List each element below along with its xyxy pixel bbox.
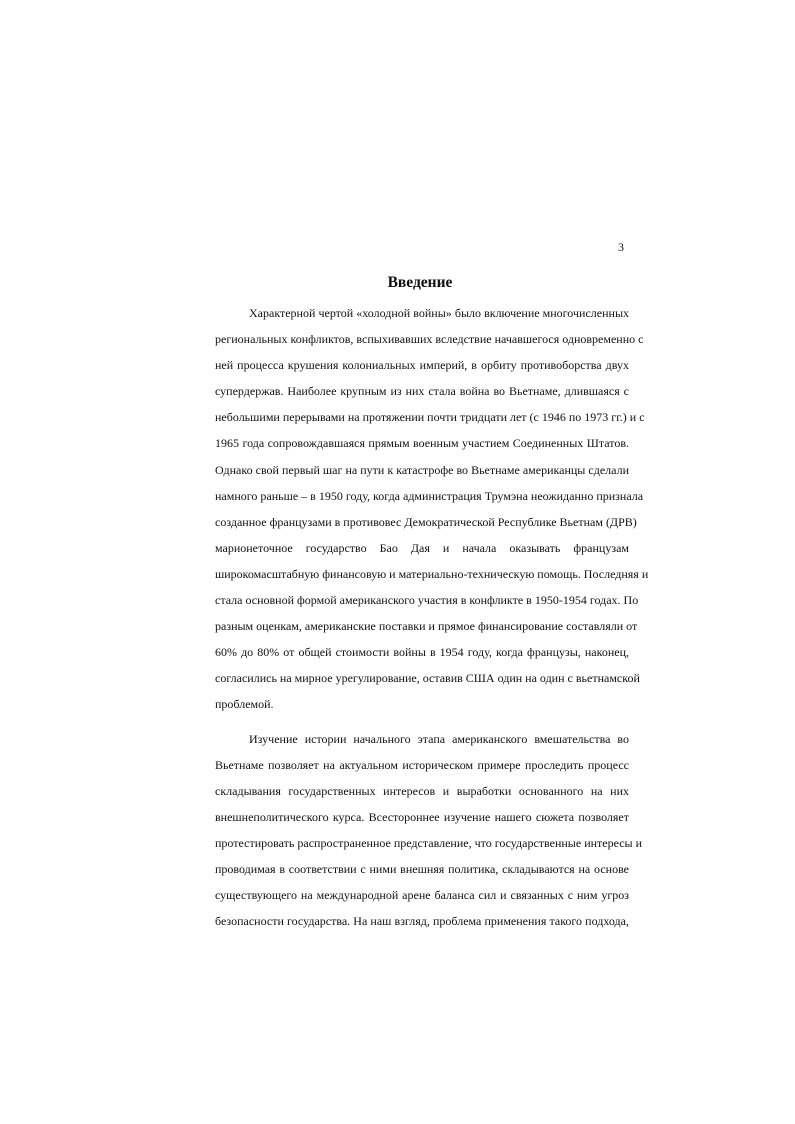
paragraph-line: Изучение истории начального этапа американского вмешательства во [249,731,629,746]
paragraph-line: 1965 года сопровождавшаяся прямым военным участием Соединенных Штатов. [215,436,629,451]
paragraph-line: проводимая в соответствии с ними внешняя политика, складываются на основе [215,861,629,876]
paragraph-line: Характерной чертой «холодной войны» было включение многочисленных [249,306,629,320]
paragraph-line: небольшими перерывами на протяжении почти тридцати лет (с 1946 по 1973 гг.) и с [215,410,645,425]
paragraph-line: широкомасштабную финансовую и материально-техническую помощь. Последняя и [215,566,649,581]
paragraph-line: Однако свой первый шаг на пути к катастрофе во Вьетнаме американцы сделали [215,462,629,477]
paragraph-line: безопасности государства. На наш взгляд, проблема применения такого подхода, [215,914,629,929]
section-heading: Введение [387,274,453,291]
paragraph-1 [215,300,649,718]
paragraph-line: Вьетнаме позволяет на актуальном историческом примере проследить процесс [215,757,629,772]
paragraph-spacer [215,718,629,726]
paragraph-line: внешнеполитического курса. Всестороннее изучение нашего сюжета позволяет [215,809,629,824]
paragraph-line: марионеточное государство Бао Дая и начала оказывать французам [215,540,629,555]
paragraph-line: проблемой. [215,697,274,712]
paragraph-line: супердержав. Наиболее крупным из них стала война во Вьетнаме, длившаяся с [215,384,629,399]
paragraph-2 [215,726,643,935]
page-number: 3 [618,240,624,254]
paragraph-line: разным оценкам, американские поставки и прямое финансирование составляли от [215,619,638,634]
paragraph-line: стала основной формой американского участия в конфликте в 1950-1954 годах. По [215,593,639,608]
paragraph-line: созданное французами в противовес Демократической Республике Вьетнам (ДРВ) [215,514,637,529]
paragraph-line: существующего на международной арене баланса сил и связанных с ним угроз [215,888,629,903]
paragraph-line: региональных конфликтов, вспыхивавших вследствие начавшегося одновременно с [215,332,644,347]
body-text [215,300,649,934]
paragraph-line: согласились на мирное урегулирование, оставив США один на один с вьетнамской [215,671,640,686]
paragraph-line: ней процесса крушения колониальных империй, в орбиту противоборства двух [215,358,629,373]
paragraph-line: складывания государственных интересов и выработки основанного на них [215,783,629,798]
paragraph-line: протестировать распространенное представление, что государственные интересы и [215,835,643,850]
paragraph-line: намного раньше – в 1950 году, когда администрация Трумэна неожиданно признала [215,488,644,503]
paragraph-line: 60% до 80% от общей стоимости войны в 1954 году, когда французы, наконец, [215,645,629,660]
